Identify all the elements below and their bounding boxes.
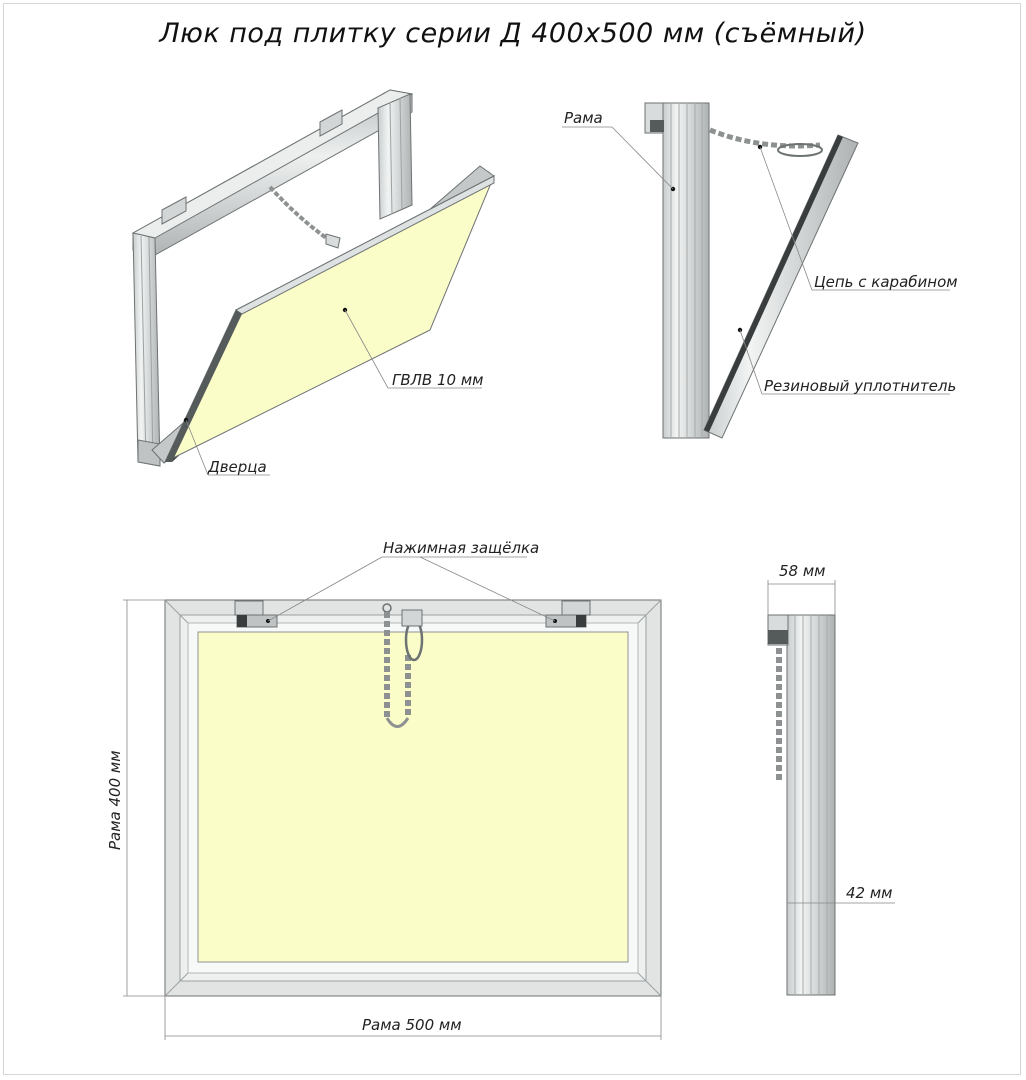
label-latch: Нажимная защёлка: [383, 539, 540, 557]
label-chain: Цепь с карабином: [814, 273, 958, 291]
drawing-title: Люк под плитку серии Д 400х500 мм (съёмный): [159, 18, 867, 49]
front-view: [123, 557, 661, 1040]
label-door-panel: ГВЛВ 10 мм: [392, 371, 484, 389]
label-depth-total: 58 мм: [779, 562, 826, 580]
label-frame-height: Рама 400 мм: [106, 750, 124, 850]
side-view-closed: [768, 580, 895, 995]
label-seal: Резиновый уплотнитель: [764, 377, 957, 395]
label-door: Дверца: [208, 458, 267, 476]
isometric-view: [133, 90, 494, 475]
label-frame: Рама: [564, 109, 603, 127]
label-frame-width: Рама 500 мм: [362, 1016, 462, 1034]
label-depth-frame: 42 мм: [846, 884, 893, 902]
